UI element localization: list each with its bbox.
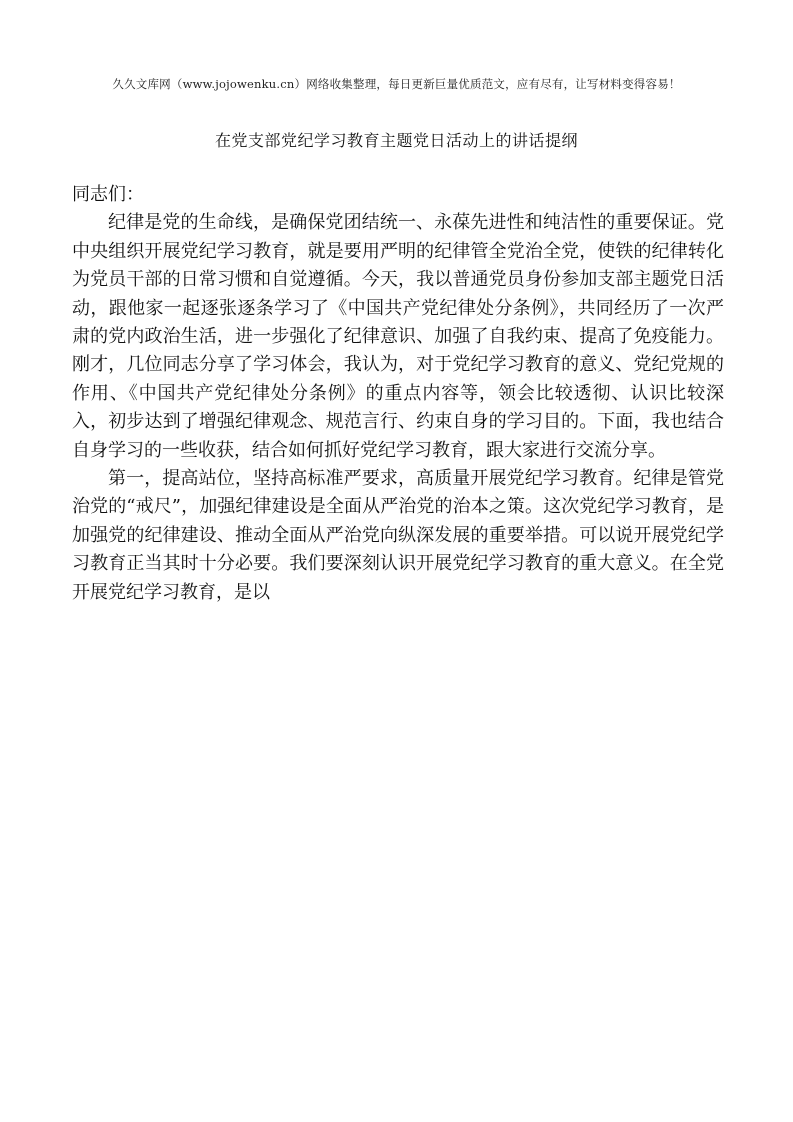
paragraph-1: 纪律是党的生命线，是确保党团结统一、永葆先进性和纯洁性的重要保证。党中央组织开展党纪学习教育，就是要用严明的纪律管全党治全党，使铁的纪律转化为党员干部的日常习惯和自觉遵循。今天，我以普通党员身份参加支部主题党日活动，跟他家一起逐张逐条学习了《中国共产党纪律处分条例》，共同经历了一次严肃的党内政治生活，进一步强化了纪律意识、加强了自我约束、提高了免疫能力。刚才，几位同志分享了学习体会，我认为，对于党纪学习教育的意义、党纪党规的作用、《中国共产党纪律处分条例》的重点内容等，领会比较透彻、认识比较深入，初步达到了增强纪律观念、规范言行、约束自身的学习目的。下面，我也结合自身学习的一些收获，结合如何抓好党纪学习教育，跟大家进行交流分享。 bbox=[72, 212, 724, 461]
paragraph-2: 第一，提高站位，坚持高标准严要求，高质量开展党纪学习教育。纪律是管党治党的“戒尺”，加强纪律建设是全面从严治党的治本之策。这次党纪学习教育，是加强党的纪律建设、推动全面从严治党向纵深发展的重要举措。可以说开展党纪学习教育正当其时十分必要。我们要深刻认识开展党纪学习教育的重大意义。在全党开展党纪学习教育，是以 bbox=[72, 468, 724, 603]
salutation: 同志们： bbox=[72, 184, 144, 205]
header-note: 久久文库网（www.jojowenku.cn）网络收集整理，每日更新巨量优质范文，应有尽有，让写材料变得容易！ bbox=[112, 77, 681, 91]
document-body bbox=[72, 181, 724, 607]
document-title: 在党支部党纪学习教育主题党日活动上的讲话提纲 bbox=[214, 131, 578, 150]
